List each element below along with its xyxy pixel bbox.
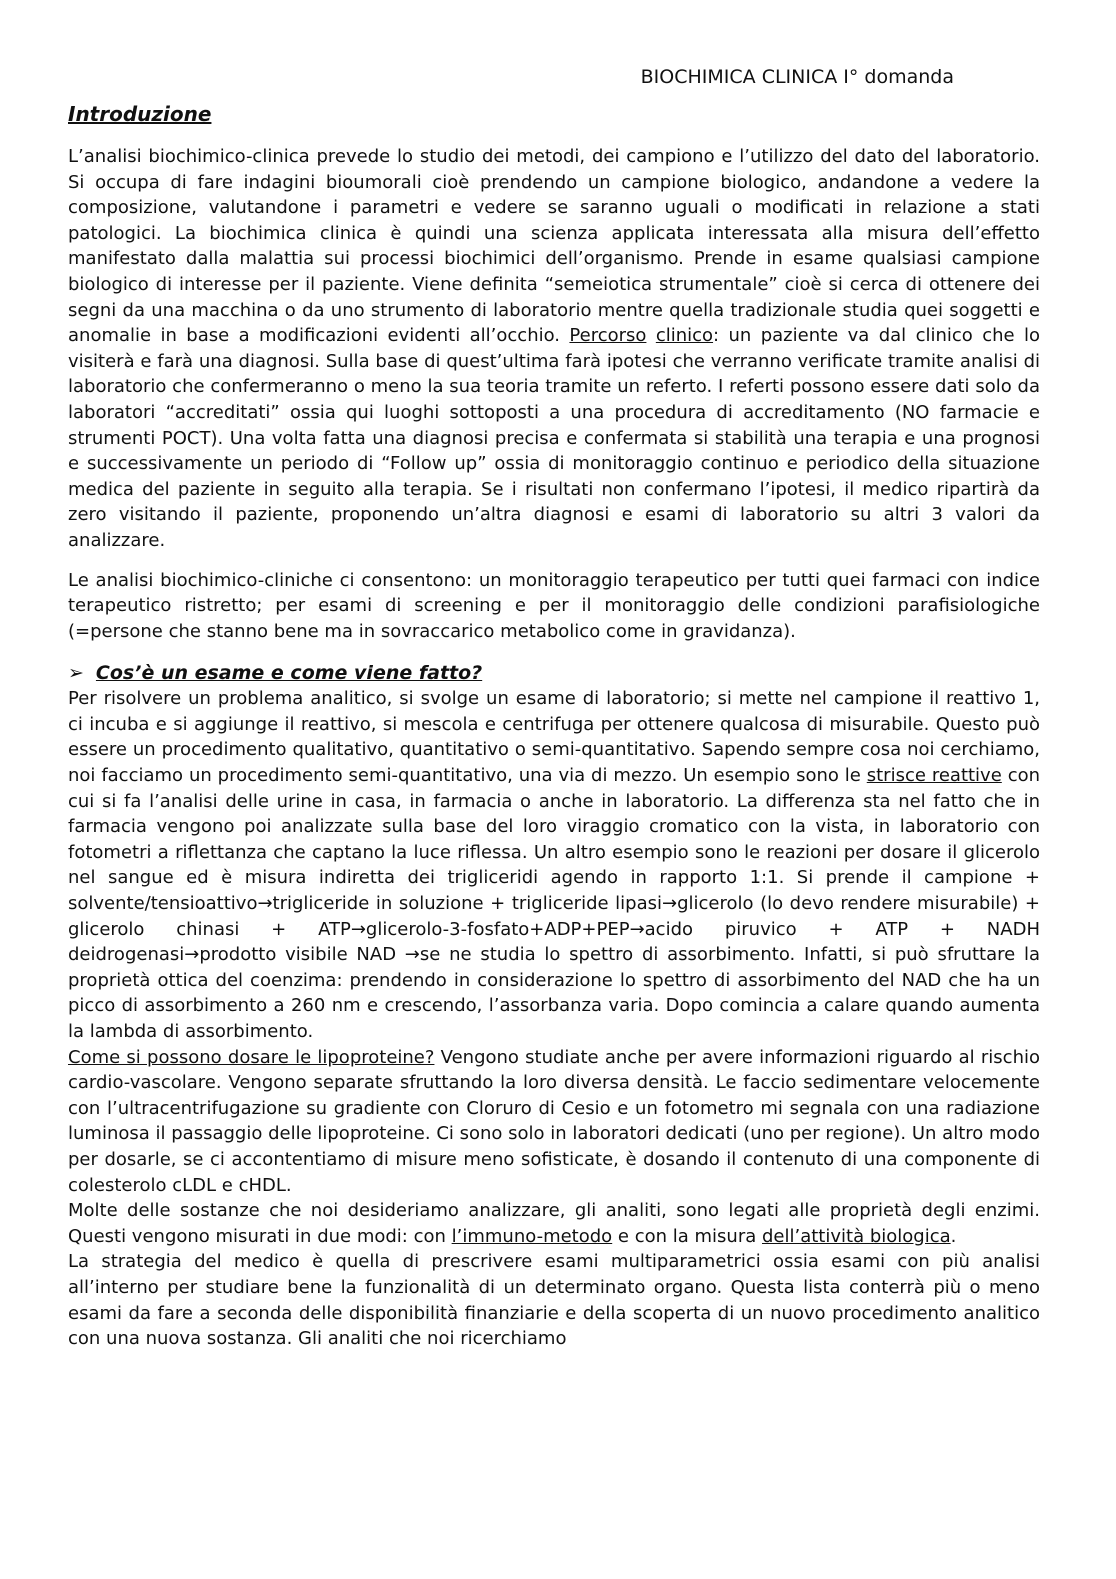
- intro-1-text-a: L’analisi biochimico-clinica prevede lo studio dei metodi, dei campiono e l’utilizzo del dato del laboratorio. Si occupa di fare indagini bioumorali cioè prendendo un campione biologico, andandone a vedere la composizione, valutandone i parametri e vedere se saranno uguali o modificati in relazione a stati patologici. La biochimica clinica è quindi una scienza applicata interessata alla misura dell’effetto manifestato dalla malattia sui processi biochimici dell’organismo. Prende in esame qualsiasi campione biologico di interesse per il paziente. Viene definita “semeiotica strumentale” cioè si cerca di ottenere dei segni da una macchina o da uno strumento di laboratorio mentre quella tradizionale studia quei soggetti e anomalie in base a modificazioni evidenti all’occhio.: [68, 146, 1040, 347]
- paragraph-exam-2: [68, 1045, 1040, 1199]
- question-heading: [68, 660, 1040, 686]
- paragraph-intro-1: [68, 144, 1040, 554]
- exam-3-text-a: Molte delle sostanze che noi desideriamo analizzare, gli analiti, sono legati alle proprietà degli enzimi. Questi vengono misurati in due modi: con: [68, 1200, 1040, 1247]
- underline-strisce-reattive: strisce reattive: [866, 765, 1002, 787]
- document-header: BIOCHIMICA CLINICA I° domanda: [640, 66, 954, 88]
- intro-1-text-b: : un paziente va dal clinico che lo visiterà e farà una diagnosi. Sulla base di quest’ultima farà ipotesi che verranno verificate tramite analisi di laboratorio che confermeranno o meno la sua teoria tramite un referto. I referti possono essere dati solo da laboratori “accreditati” ossia qui luoghi sottoposti a una procedura di accreditamento (NO farmacie e strumenti POCT). Una volta fatta una diagnosi precisa e confermata si stabilità una terapia e una prognosi e successivamente un periodo di “Follow up” ossia di monitoraggio continuo e periodico della situazione medica del paziente in seguito alla terapia. Se i risultati non confermano l’ipotesi, il medico ripartirà da zero visitando il paziente, proponendo un’altra diagnosi e esami di laboratorio su altri 3 valori da analizzare.: [68, 325, 1040, 551]
- exam-1-text-a: Per risolvere un problema analitico, si svolge un esame di laboratorio; si mette nel campione il reattivo 1, ci incuba e si aggiunge il reattivo, si mescola e centrifuga per ottenere qualcosa di misurabile. Questo può essere un procedimento qualitativo, quantitativo o semi-quantitativo. Sapendo sempre cosa noi cerchiamo, noi facciamo un procedimento semi-quantitativo, una via di mezzo. Un esempio sono le: [68, 688, 1040, 787]
- underline-lipoproteine-question: Come si possono dosare le lipoproteine?: [68, 1046, 435, 1068]
- exam-3-text-m: e con la misura: [612, 1225, 762, 1247]
- paragraph-exam-4: La strategia del medico è quella di prescrivere esami multiparametrici ossia esami con più analisi all’interno per studiare bene la funzionalità di un determinato organo. Questa lista conterrà più o meno esami da fare a seconda delle disponibilità finanziarie e della scoperta di un nuovo procedimento analitico con una nuova sostanza. Gli analiti che noi ricerchiamo: [68, 1251, 1040, 1350]
- exam-1-text-b: con cui si fa l’analisi delle urine in casa, in farmacia o anche in laboratorio. La differenza sta nel fatto che in farmacia vengono poi analizzate sulla base del loro viraggio cromatico con la vista, in laboratorio con fotometri a riflettanza che captano la luce riflessa. Un altro esempio sono le reazioni per dosare il glicerolo nel sangue ed è misura indiretta dei trigliceridi agendo in rapporto 1:1. Si prende il campione + solvente/tensioattivo→trigliceride in soluzione + trigliceride lipasi→glicerolo (lo devo rendere misurabile) + glicerolo chinasi + ATP→glicerolo-3-fosfato+ADP+PEP→acido piruvico + ATP + NADH deidrogenasi→prodotto visibile NAD →se ne studia lo spettro di assorbimento. Infatti, si può sfruttare la proprietà ottica del coenzima: prendendo in considerazione lo spettro di assorbimento del NAD che ha un picco di assorbimento a 260 nm e crescendo, l’assorbanza varia. Dopo comincia a calare quando aumenta la lambda di assorbimento.: [68, 765, 1041, 1042]
- question-text: Cos’è un esame e come viene fatto?: [95, 662, 483, 685]
- underline-immuno-metodo: l’immuno-metodo: [451, 1225, 613, 1247]
- underline-attivita-biologica: dell’attività biologica: [762, 1225, 951, 1247]
- paragraph-intro-2: Le analisi biochimico-cliniche ci consentono: un monitoraggio terapeutico per tutti quei farmaci con indice terapeutico ristretto; per esami di screening e per il monitoraggio delle condizioni parafisiologiche (=persone che stanno bene ma in sovraccarico metabolico come in gravidanza).: [68, 569, 1040, 642]
- exam-3-text-b: .: [950, 1225, 957, 1247]
- paragraph-exam-1: [68, 686, 1040, 1044]
- link-clinico: clinico: [655, 325, 714, 347]
- link-percorso: Percorso: [569, 325, 647, 347]
- exam-2-text: Vengono studiate anche per avere informazioni riguardo al rischio cardio-vascolare. Vengono separate sfruttando la loro diversa densità. Le faccio sedimentare velocemente con l’ultracentrifugazione su gradiente con Cloruro di Cesio e un fotometro mi segnala con una radiazione luminosa il passaggio delle lipoproteine. Ci sono solo in laboratori dedicati (uno per regione). Un altro modo per dosarle, se ci accontentiamo di misure meno sofisticate, è dosando il contenuto di una componente di colesterolo cLDL e cHDL.: [68, 1046, 1041, 1196]
- section-title-introduzione: Introduzione: [68, 102, 212, 126]
- arrow-bullet-icon: ➢: [68, 662, 84, 685]
- paragraph-exam-3: [68, 1198, 1040, 1249]
